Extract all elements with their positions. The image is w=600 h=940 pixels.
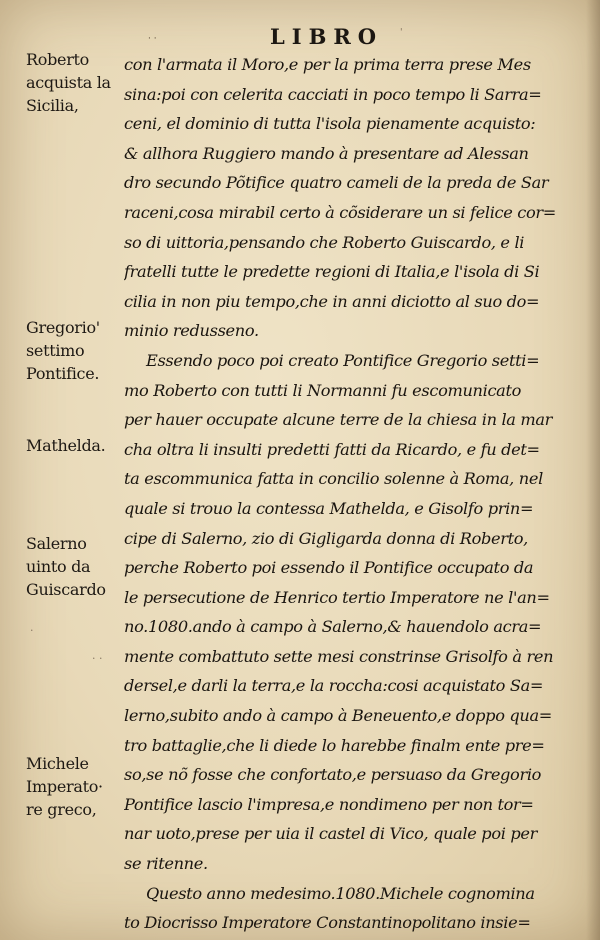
text-line: mente combattuto sette mesi constrinse Grisolfo à ren xyxy=(124,646,554,666)
text-line: cipe di Salerno, zio di Gigligarda donna di Roberto, xyxy=(124,528,528,548)
text-line: ta escommunica fatta in concilio solenne à Roma, nel xyxy=(124,469,543,489)
text-line: dro secundo Põtifice quatro cameli de la preda de Sar xyxy=(124,173,549,193)
margin-note-roberto: Roberto acquista la Sicilia, xyxy=(26,50,111,115)
text-line: dersel,e darli la terra,e la roccha:cosi acquistato Sa= xyxy=(124,676,544,696)
margin-note-salerno: Salerno uinto da Guiscardo xyxy=(26,534,106,599)
ink-smudge: · xyxy=(30,624,34,637)
text-line: cilia in non piu tempo,che in anni diciotto al suo do= xyxy=(124,291,540,311)
text-line: sina:poi con celerita cacciati in poco tempo li Sarra= xyxy=(124,84,542,104)
text-line: so di uittoria,pensando che Roberto Guiscardo, e li xyxy=(124,232,525,252)
text-line: quale si trouo la contessa Mathelda, e Gisolfo prin= xyxy=(124,498,534,518)
text-line: so,se nõ fosse che confortato,e persuaso da Gregorio xyxy=(124,765,542,785)
text-line: le persecutione de Henrico tertio Imperatore ne l'an= xyxy=(124,587,550,607)
text-line-paragraph-start: Essendo poco poi creato Pontifice Gregorio setti= xyxy=(146,350,540,370)
running-head-right-mark: ' xyxy=(400,28,403,38)
text-line: cha oltra li insulti predetti fatti da Ricardo, e fu det= xyxy=(124,439,540,459)
text-line: Pontifice lascio l'impresa,e nondimeno per non tor= xyxy=(124,794,534,814)
main-text-block xyxy=(124,50,560,938)
text-line: mo Roberto con tutti li Normanni fu escomunicato xyxy=(124,380,522,400)
text-line: per hauer occupate alcune terre de la chiesa in la mar xyxy=(124,410,553,430)
running-head-title: LIBRO xyxy=(270,24,384,49)
text-line: ceni, el dominio di tutta l'isola pienamente acquisto: xyxy=(124,114,536,134)
running-head-left-mark: · · xyxy=(148,34,157,44)
text-line: se ritenne. xyxy=(124,854,208,874)
text-line: lerno,subito ando à campo à Beneuento,e doppo qua= xyxy=(124,706,552,726)
text-line: & allhora Ruggiero mando à presentare ad Alessan xyxy=(124,143,529,163)
running-head xyxy=(0,14,600,50)
ink-smudge: · · xyxy=(92,652,103,665)
margin-note-mathelda: Mathelda. xyxy=(26,436,106,455)
margin-note-gregorio: Gregorio' settimo Pontifice. xyxy=(26,318,100,383)
text-line: to Diocrisso Imperatore Constantinopolitano insie= xyxy=(124,913,531,933)
text-line: no.1080.ando à campo à Salerno,& hauendolo acra= xyxy=(124,617,542,637)
margin-note-michele: Michele Imperato· re greco, xyxy=(26,754,103,819)
page-edge-shadow xyxy=(586,0,600,940)
text-line: raceni,cosa mirabil certo à cõsiderare un si felice cor= xyxy=(124,202,556,222)
text-line: perche Roberto poi essendo il Pontifice occupato da xyxy=(124,558,534,578)
text-line: fratelli tutte le predette regioni di Italia,e l'isola di Si xyxy=(124,262,540,282)
text-line: tro battaglie,che li diede lo harebbe finalm ente pre= xyxy=(124,735,545,755)
text-line-paragraph-start: Questo anno medesimo.1080.Michele cognomina xyxy=(146,883,535,903)
text-line: con l'armata il Moro,e per la prima terra prese Mes xyxy=(124,55,531,74)
text-line: minio redusseno. xyxy=(124,321,259,341)
text-line: nar uoto,prese per uia il castel di Vico, quale poi per xyxy=(124,824,537,844)
